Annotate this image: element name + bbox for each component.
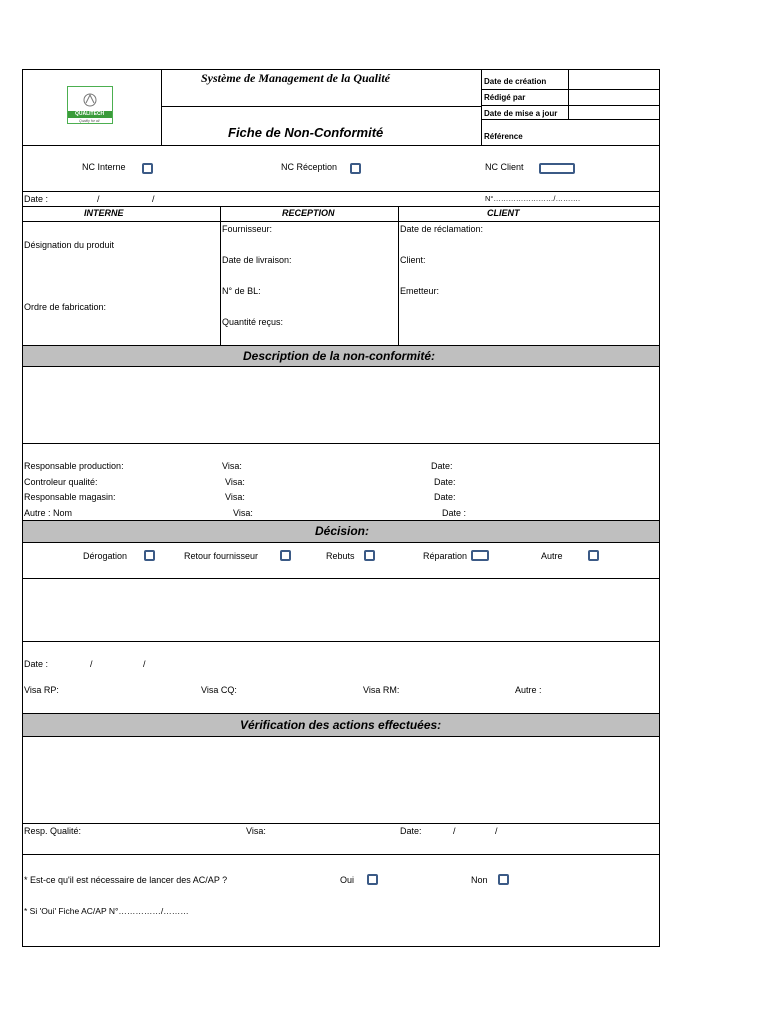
client-client-label: Client: [400,255,426,265]
verification-slash-2: / [495,826,498,836]
reception-date-livraison-label: Date de livraison: [222,255,292,265]
reception-fournisseur-label: Fournisseur: [222,224,273,234]
decision-title: Décision: [315,524,370,538]
acap-oui-checkbox[interactable] [367,874,378,885]
client-date-reclamation-label: Date de réclamation: [400,224,484,234]
acap-fiche-label: * Si 'Oui' Fiche AC/AP N°……………/……… [24,906,189,916]
reception-bl-label: N° de BL: [222,286,261,296]
sign-visa-production: Visa: [222,461,242,471]
acap-non-label: Non [471,875,488,885]
nc-client-checkbox[interactable] [539,163,575,174]
interne-designation-label: Désignation du produit [24,240,115,250]
option-reparation-label: Réparation [423,551,468,561]
decision-date-slash-1: / [90,659,93,669]
interne-ordre-fabrication-label: Ordre de fabrication: [24,302,107,312]
option-derogation-label: Dérogation [83,551,128,561]
option-reparation-checkbox[interactable] [471,550,489,561]
meta-reference-label: Référence [484,132,523,141]
visa-autre-label: Autre : [515,685,542,695]
resp-qualite-label: Resp. Qualité: [24,826,82,836]
nc-interne-checkbox[interactable] [142,163,153,174]
decision-date-slash-2: / [143,659,146,669]
date-label: Date : [24,194,49,204]
column-reception: RECEPTION [282,208,335,218]
client-emetteur-label: Emetteur: [400,286,440,296]
visa-rm-label: Visa RM: [363,685,400,695]
sign-visa-autre: Visa: [233,508,253,518]
logo-text: QUALITECH [75,111,105,117]
option-rebuts-checkbox[interactable] [364,550,375,561]
verification-text-area[interactable] [23,737,659,823]
verification-title: Vérification des actions effectuées: [240,718,442,732]
verification-date-label: Date: [400,826,422,836]
description-title: Description de la non-conformité: [243,349,436,363]
decision-text-area[interactable] [23,579,659,641]
sign-date-controleur: Date: [434,477,456,487]
acap-non-checkbox[interactable] [498,874,509,885]
acap-question: * Est-ce qu'il est nécessaire de lancer des AC/AP ? [24,875,228,885]
column-interne: INTERNE [84,208,124,218]
option-autre-label: Autre [541,551,563,561]
visa-cq-label: Visa CQ: [201,685,237,695]
company-logo [67,86,113,124]
column-client: CLIENT [487,208,520,218]
sign-date-autre: Date : [442,508,467,518]
sign-role-autre: Autre : Nom [24,508,73,518]
option-retour-fournisseur-label: Retour fournisseur [184,551,259,561]
meta-date-mise-a-jour-label: Date de mise a jour [484,109,558,118]
nc-interne-label: NC Interne [82,162,126,172]
meta-redige-par-label: Rédigé par [484,93,526,102]
sign-date-production: Date: [431,461,453,471]
sign-role-controleur: Controleur qualité: [24,477,98,487]
nc-reception-label: NC Réception [281,162,338,172]
form-title: Fiche de Non-Conformité [228,125,384,140]
nc-number-label: N°……………………/………. [485,194,581,203]
option-autre-checkbox[interactable] [588,550,599,561]
description-text-area[interactable] [23,367,659,443]
nc-reception-checkbox[interactable] [350,163,361,174]
sign-date-magasin: Date: [434,492,456,502]
decision-date-label: Date : [24,659,49,669]
acap-oui-label: Oui [340,875,355,885]
date-slash-1: / [97,194,100,204]
sign-role-production: Responsable production: [24,461,124,471]
visa-rp-label: Visa RP: [24,685,59,695]
option-rebuts-label: Rebuts [326,551,355,561]
meta-date-creation-label: Date de création [484,77,547,86]
sign-visa-controleur: Visa: [225,477,245,487]
logo-emblem-icon [68,89,112,111]
verification-slash-1: / [453,826,456,836]
logo-tagline: Quality for all [79,119,100,123]
option-derogation-checkbox[interactable] [144,550,155,561]
date-slash-2: / [152,194,155,204]
sign-role-magasin: Responsable magasin: [24,492,116,502]
reception-quantite-label: Quantité reçus: [222,317,284,327]
option-retour-fournisseur-checkbox[interactable] [280,550,291,561]
sign-visa-magasin: Visa: [225,492,245,502]
nc-client-label: NC Client [485,162,524,172]
verification-visa-label: Visa: [246,826,266,836]
system-title: Système de Management de la Qualité [201,71,390,85]
